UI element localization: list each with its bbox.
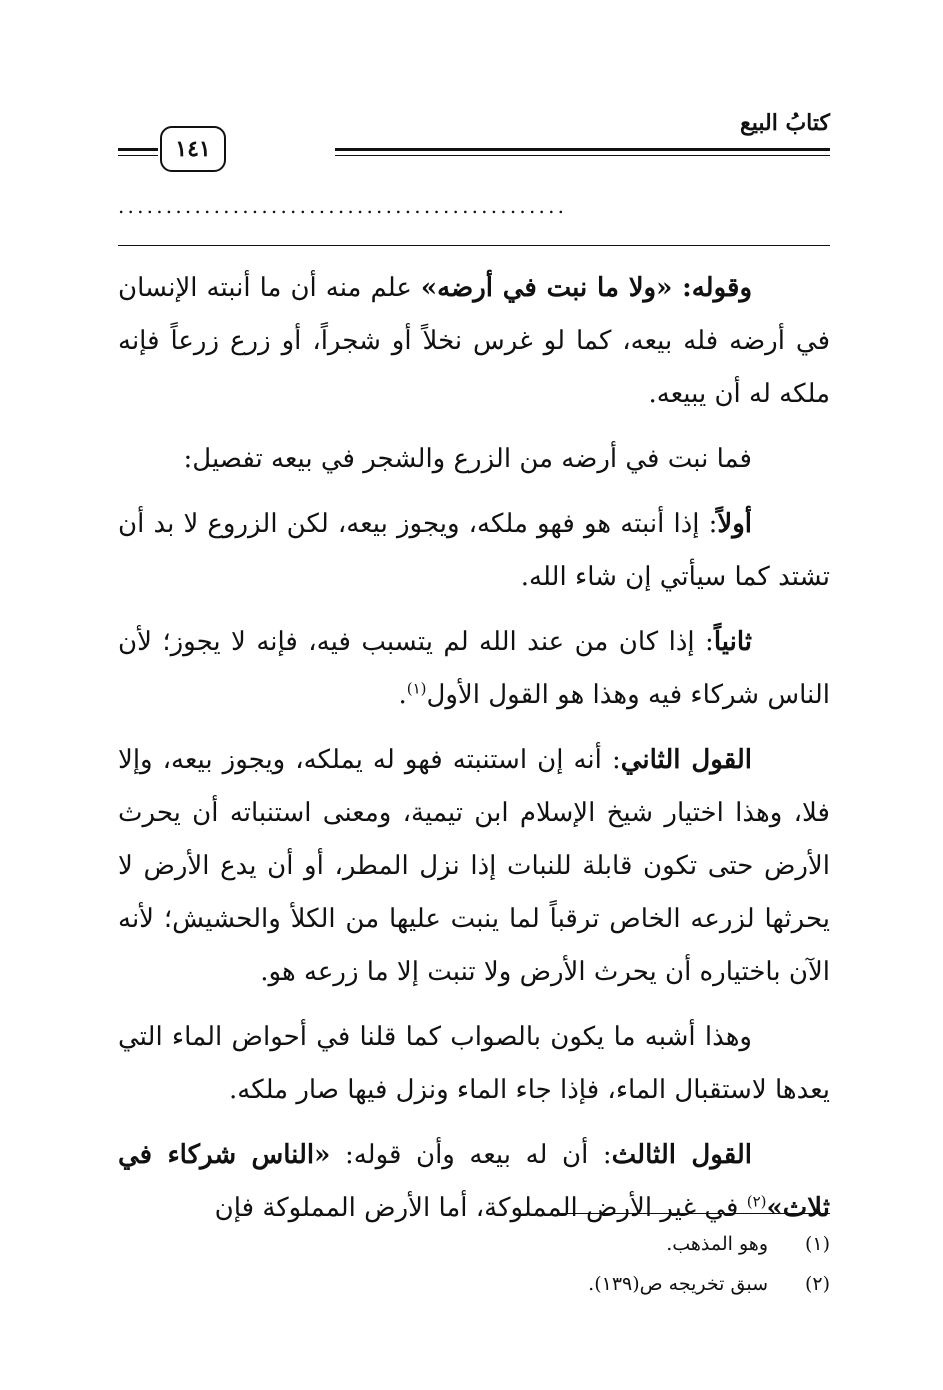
page-number: ١٤١ (160, 126, 226, 172)
footnote-divider (558, 1213, 830, 1214)
footnote-1 (118, 1224, 830, 1264)
p6-text: وهذا أشبه ما يكون بالصواب كما قلنا في أحواض الماء التي يعدها لاستقبال الماء، فإذا جاء الماء ونزل فيها صار ملكه. (118, 1022, 830, 1105)
p3-text: : إذا أنبته هو فهو ملكه، ويجوز بيعه، لكن الزروع لا بد أن تشتد كما سيأتي إن شاء الله. (118, 509, 830, 592)
p7-quote: «الناس شركاء في ثلاث» (118, 1140, 830, 1223)
paragraph-6 (118, 1011, 830, 1117)
page-header (118, 110, 830, 170)
footnote-1-number: (١) (804, 1233, 830, 1255)
p4-text: : إذا كان من عند الله لم يتسبب فيه، فإنه لا يجوز؛ لأن الناس شركاء فيه وهذا هو القول الأول (118, 627, 830, 710)
p3-lead: أولاً (717, 509, 752, 539)
top-divider (118, 245, 830, 246)
paragraph-1 (118, 262, 830, 421)
dotted-separator: ............................................... (118, 196, 568, 216)
header-rule-right (335, 148, 830, 160)
footnotes (118, 1224, 830, 1304)
paragraph-4 (118, 616, 830, 722)
footnote-2 (118, 1264, 830, 1304)
footnote-ref-1[interactable]: (١) (406, 679, 427, 698)
p4-end: . (398, 680, 407, 710)
paragraph-2 (118, 433, 830, 486)
footnote-2-number: (٢) (804, 1273, 830, 1295)
p1-text: علم منه أن ما أنبته الإنسان في أرضه فله بيعه، كما لو غرس نخلاً أو شجراً، أو زرع زرعاً فإنه ملكه له أن يبيعه. (118, 273, 830, 409)
footnote-2-text: سبق تخريجه ص(١٣٩). (588, 1273, 768, 1295)
header-rule-left (118, 148, 158, 160)
p7-text2: في غير الأرض المملوكة، أما الأرض المملوكة فإن (214, 1193, 747, 1223)
p5-lead: القول الثاني (620, 745, 752, 775)
paragraph-5 (118, 734, 830, 999)
main-text (118, 262, 830, 1247)
footnote-ref-2[interactable]: (٢) (746, 1192, 767, 1211)
book-title: كتابُ البيع (740, 110, 830, 136)
footnote-1-text: وهو المذهب. (666, 1233, 768, 1255)
p7-text1: : أن له بيعه وأن قوله: (330, 1140, 612, 1170)
p5-text: : أنه إن استنبته فهو له يملكه، ويجوز بيعه، وإلا فلا، وهذا اختيار شيخ الإسلام ابن تيمية، ومعنى استنباته أن يحرث الأرض حتى تكون قابلة للنبات إذا نزل المطر، أو أن يدع الأرض لا يحرثها لزرعه الخاص ترقباً لما ينبت عليها من الكلأ والحشيش؛ لأنه الآن باختياره أن يحرث الأرض ولا تنبت إلا ما زرعه هو. (118, 745, 830, 987)
paragraph-7 (118, 1129, 830, 1235)
p1-quote: «ولا ما نبت في أرضه» (420, 273, 673, 303)
p2-text: فما نبت في أرضه من الزرع والشجر في بيعه تفصيل: (183, 444, 752, 474)
p7-lead: القول الثالث (611, 1140, 752, 1170)
paragraph-3 (118, 498, 830, 604)
p4-lead: ثانياً (713, 627, 752, 657)
p1-lead: وقوله: (672, 273, 752, 303)
